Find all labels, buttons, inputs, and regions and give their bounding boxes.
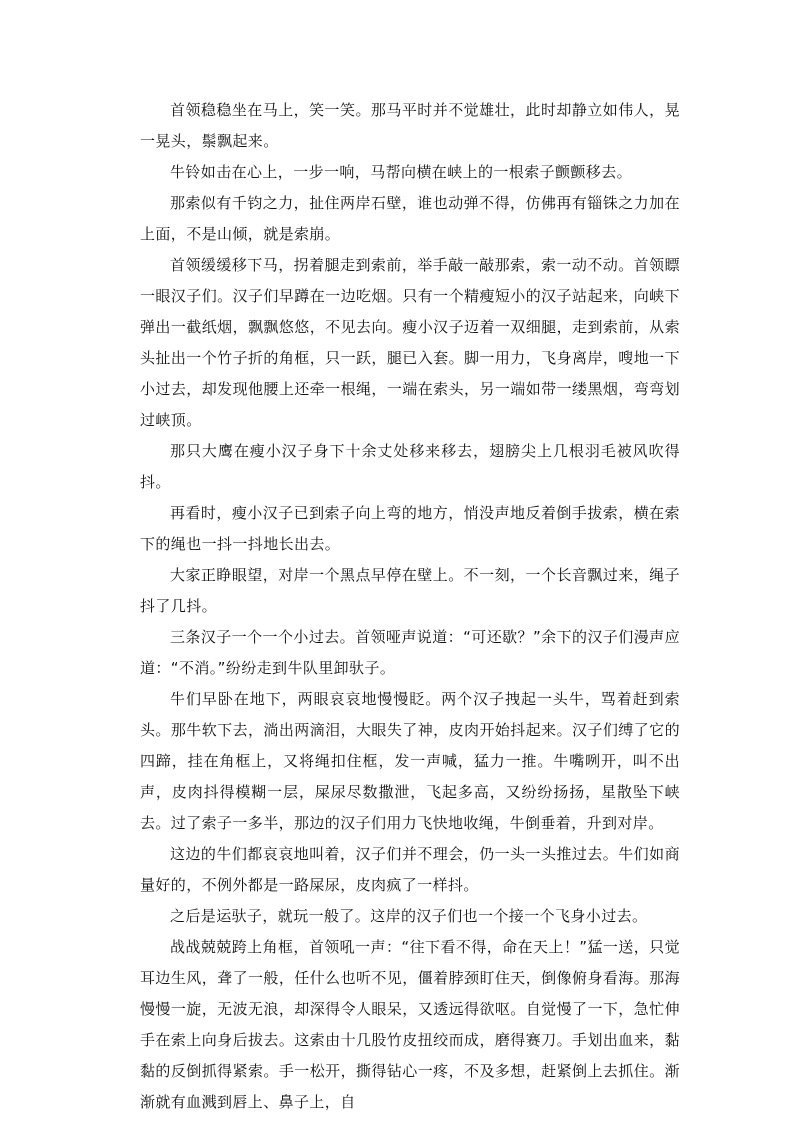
- paragraph-10: 这边的牛们都哀哀地叫着，汉子们并不理会，仍一头一头推过去。牛们如商量好的，不例外都是一路屎尿，皮肉疯了一样抖。: [140, 845, 680, 894]
- paragraph-6: 再看时，瘦小汉子已到索子向上弯的地方，悄没声地反着倒手拔索，横在索下的绳也一抖一抖地长出去。: [140, 504, 680, 553]
- paragraph-12: 战战兢兢跨上角框，首领吼一声：“往下看不得，命在天上！”猛一送，只觉耳边生风，聋了一般，任什么也听不见，僵着脖颈盯住天，倒像俯身看海。那海慢慢一旋，无波无浪，却深得令人眼呆，又透远得欲呕。自觉慢了一下，急忙伸手在索上向身后拔去。这索由十几股竹皮扭绞而成，磨得赛刀。手划出血来，黏黏的反倒抓得紧索。手一松开，撕得钻心一疼，不及多想，赶紧倒上去抓住。渐渐就有血溅到唇上、鼻子上，自: [140, 938, 680, 1111]
- paragraph-8: 三条汉子一个一个小过去。首领哑声说道：“可还歇？”余下的汉子们漫声应道：“不消。”纷纷走到牛队里卸驮子。: [140, 628, 680, 677]
- paragraph-9: 牛们早卧在地下，两眼哀哀地慢慢眨。两个汉子拽起一头牛，骂着赶到索头。那牛软下去，淌出两滴泪，大眼失了神，皮肉开始抖起来。汉子们缚了它的四蹄，挂在角框上，又将绳扣住框，发一声喊，猛力一推。牛嘴咧开，叫不出声，皮肉抖得模糊一层，屎尿尽数撒泄，飞起多高，又纷纷扬扬，星散坠下峡去。过了索子一多半，那边的汉子们用力飞快地收绳，牛倒垂着，升到对岸。: [140, 690, 680, 832]
- paragraph-2: 牛铃如击在心上，一步一响，马帮向横在峡上的一根索子颤颤移去。: [170, 163, 633, 181]
- paragraph-7: 大家正睁眼望，对岸一个黑点早停在壁上。不一刻，一个长音飘过来，绳子抖了几抖。: [140, 566, 680, 615]
- paragraph-1: 首领稳稳坐在马上，笑一笑。那马平时并不觉雄壮，此时却静立如伟人，晃一晃头，鬃飘起来。: [140, 101, 680, 150]
- paragraph-4: 首领缓缓移下马，拐着腿走到索前，举手敲一敲那索，索一动不动。首领瞟一眼汉子们。汉子们早蹲在一边吃烟。只有一个精瘦短小的汉子站起来，向峡下弹出一截纸烟，飘飘悠悠，不见去向。瘦小汉子迈着一双细腿，走到索前，从索头扯出一个竹子折的角框，只一跃，腿已入套。脚一用力，飞身离岸，嗖地一下小过去，却发现他腰上还牵一根绳，一端在索头，另一端如带一缕黑烟，弯弯划过峡顶。: [140, 256, 680, 429]
- paragraph-5: 那只大鹰在瘦小汉子身下十余丈处移来移去，翅膀尖上几根羽毛被风吹得抖。: [140, 442, 680, 491]
- paragraph-11: 之后是运驮子，就玩一般了。这岸的汉子们也一个接一个飞身小过去。: [170, 907, 648, 925]
- document-page: [140, 95, 680, 1118]
- paragraph-3: 那索似有千钧之力，扯住两岸石壁，谁也动弹不得，仿佛再有锱铢之力加在上面，不是山倾，就是索崩。: [140, 194, 680, 243]
